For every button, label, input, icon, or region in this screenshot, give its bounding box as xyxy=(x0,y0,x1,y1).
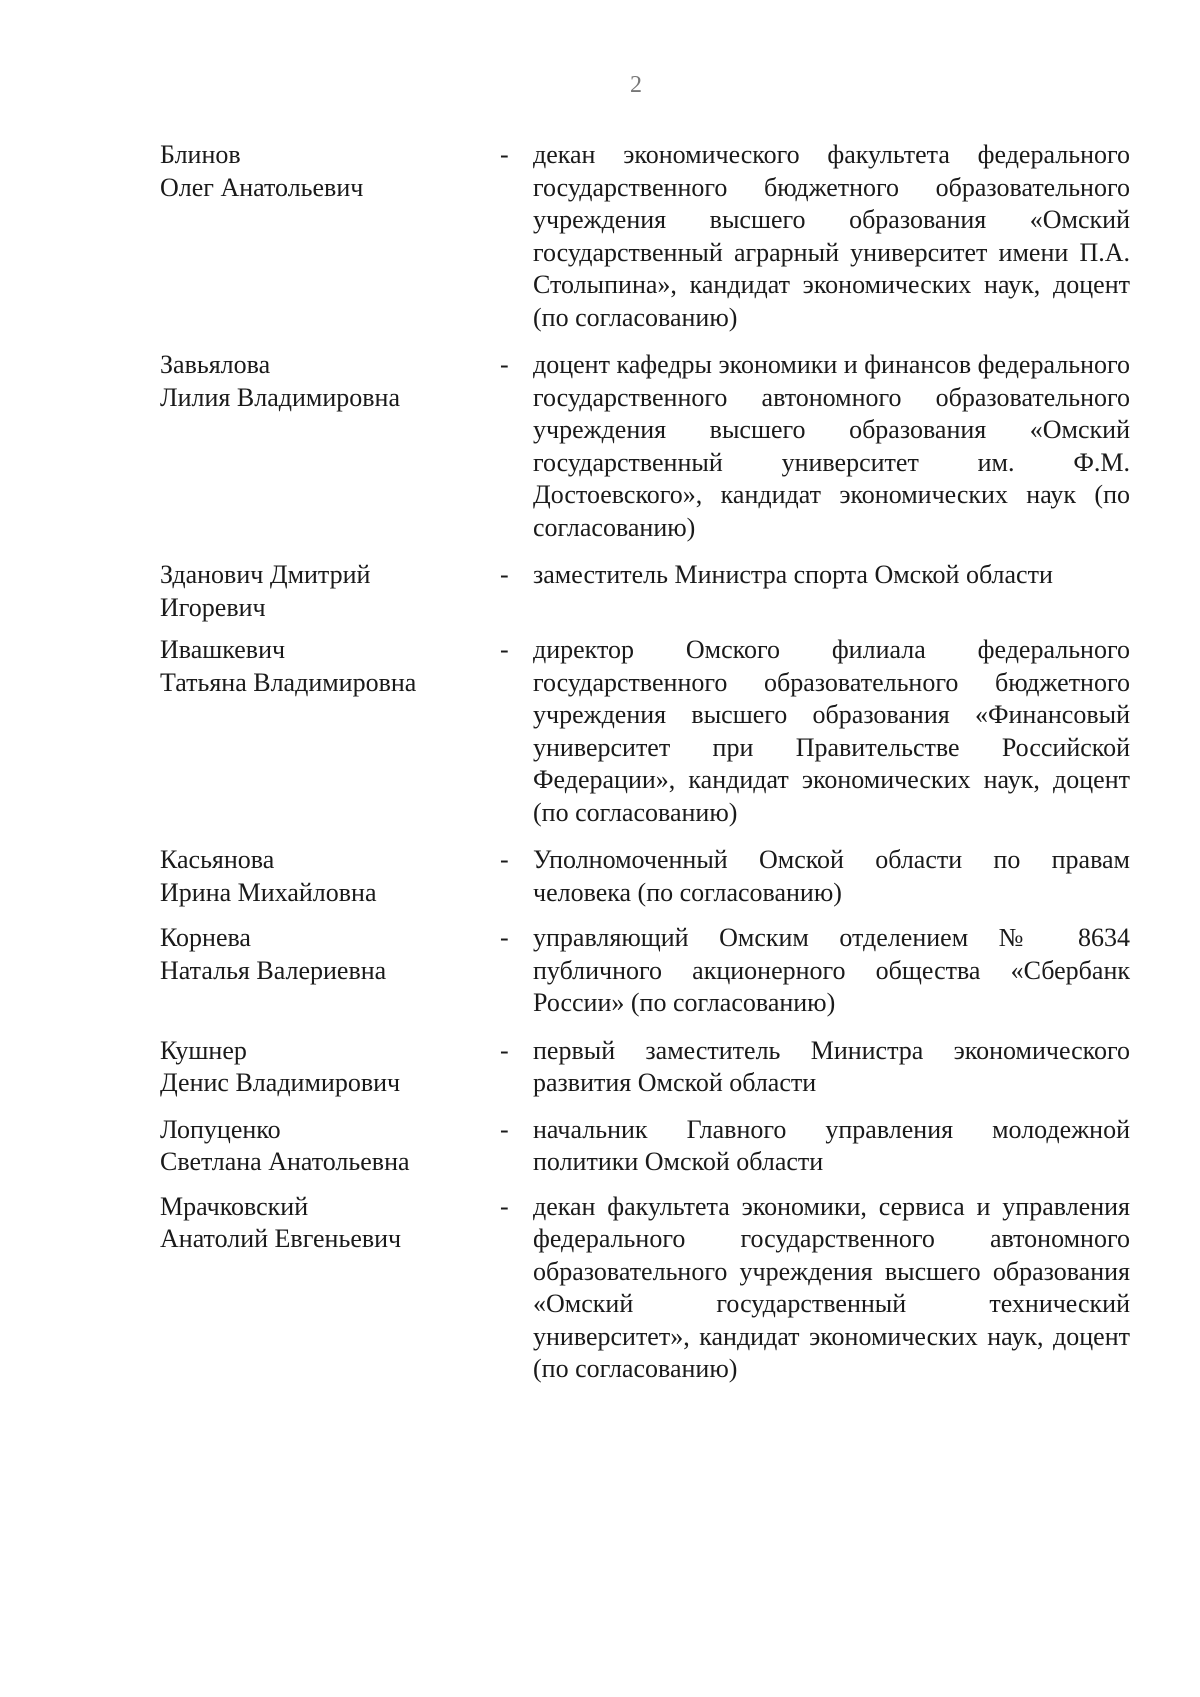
member-surname: Касьянова xyxy=(160,845,275,874)
member-description: доцент кафедры экономики и финансов федерального государственного автономного образовательного учреждения высшего образования «Омский государственный университет им. Ф.М. Достоевского», кандидат экономических наук (по согласованию) xyxy=(533,350,1130,542)
member-given-names: Ирина Михайловна xyxy=(160,877,377,907)
list-item xyxy=(160,139,1130,334)
member-list xyxy=(160,139,1130,1386)
member-description: заместитель Министра спорта Омской области xyxy=(533,560,1053,589)
member-description: управляющий Омским отделением № 8634 публичного акционерного общества «Сбербанк России» (по согласованию) xyxy=(533,923,1130,1017)
member-name xyxy=(160,559,500,624)
member-given-names: Лилия Владимировна xyxy=(160,382,400,412)
member-name xyxy=(160,139,500,204)
member-given-names: Татьяна Владимировна xyxy=(160,667,417,697)
member-given-names: Игоревич xyxy=(160,592,266,622)
member-surname: Завьялова xyxy=(160,350,271,379)
member-name xyxy=(160,1035,500,1100)
dash-separator: - xyxy=(500,140,509,169)
member-description: декан экономического факультета федерального государственного бюджетного образовательного учреждения высшего образования «Омский государственный аграрный университет имени П.А. Столыпина», кандидат экономических наук, доцент (по согласованию) xyxy=(533,140,1130,332)
member-name xyxy=(160,1114,500,1179)
list-item xyxy=(160,349,1130,544)
list-item xyxy=(160,1191,1130,1386)
list-item xyxy=(160,844,1130,909)
member-surname: Кушнер xyxy=(160,1035,247,1065)
member-given-names: Анатолий Евгеньевич xyxy=(160,1224,402,1253)
member-name xyxy=(160,922,500,987)
member-description: декан факультета экономики, сервиса и управления федерального государственного автономного образовательного учреждения высшего образования «Омский государственный технический университет», кандидат экономических наук, доцент (по согласованию) xyxy=(533,1191,1130,1383)
member-surname: Лопуценко xyxy=(160,1114,281,1144)
member-surname: Зданович Дмитрий xyxy=(160,560,371,589)
member-surname: Мрачковский xyxy=(160,1191,309,1221)
dash-separator: - xyxy=(500,1114,509,1144)
dash-separator: - xyxy=(500,1191,509,1221)
list-item xyxy=(160,1114,1130,1179)
member-name xyxy=(160,844,500,909)
member-name xyxy=(160,349,500,414)
member-given-names: Наталья Валериевна xyxy=(160,955,387,985)
dash-separator: - xyxy=(500,560,509,589)
member-given-names: Светлана Анатольевна xyxy=(160,1147,410,1176)
list-item xyxy=(160,559,1130,624)
list-item xyxy=(160,634,1130,829)
list-item xyxy=(160,922,1130,1020)
member-description: Уполномоченный Омской области по правам человека (по согласованию) xyxy=(533,845,1130,907)
member-surname: Ивашкевич xyxy=(160,635,286,664)
member-description: начальник Главного управления молодежной политики Омской области xyxy=(533,1114,1130,1176)
member-given-names: Олег Анатольевич xyxy=(160,172,364,202)
list-item xyxy=(160,1035,1130,1100)
dash-separator: - xyxy=(500,635,509,664)
member-name xyxy=(160,1191,500,1256)
member-surname: Корнева xyxy=(160,923,251,952)
member-surname: Блинов xyxy=(160,140,241,169)
member-name xyxy=(160,634,500,699)
member-description: первый заместитель Министра экономического развития Омской области xyxy=(533,1035,1130,1097)
member-given-names: Денис Владимирович xyxy=(160,1068,401,1097)
page-number: 2 xyxy=(630,72,642,98)
dash-separator: - xyxy=(500,845,509,874)
dash-separator: - xyxy=(500,923,509,952)
member-description: директор Омского филиала федерального государственного образовательного бюджетного учреждения высшего образования «Финансовый университет при Правительстве Российской Федерации», кандидат экономических наук, доцент (по согласованию) xyxy=(533,635,1130,827)
dash-separator: - xyxy=(500,350,509,379)
dash-separator: - xyxy=(500,1035,509,1065)
